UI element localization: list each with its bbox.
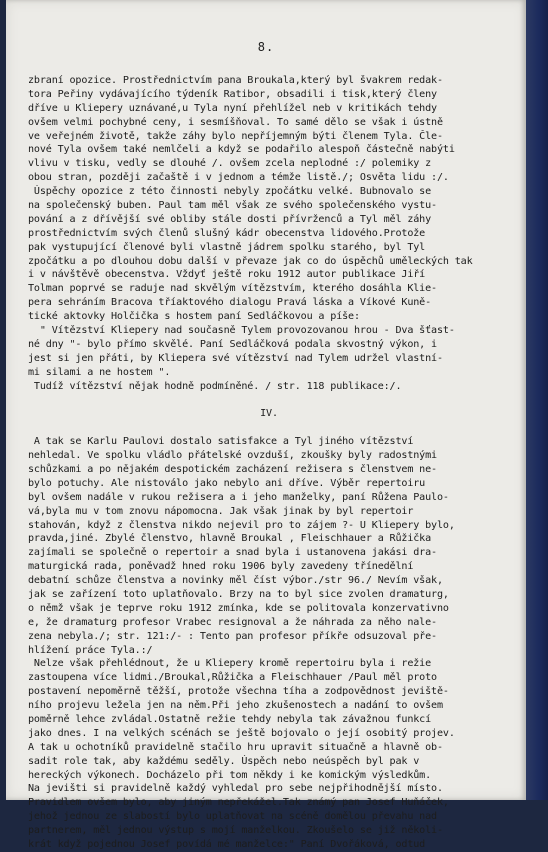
- text-line: Nelze však přehlédnout, že u Kliepery kromě repertoiru byla i režie: [28, 658, 432, 670]
- body-text: [28, 74, 510, 852]
- text-line: A tak u ochotníků pravidelně stačilo hru upravit situačně a hlavně ob-: [28, 741, 443, 753]
- text-line: jehož jednou ze slabostí bylo uplatňovat na scéně domělou převahu nad: [28, 811, 437, 823]
- text-line: vá,byla mu v tom znovu nápomocna. Jak však jinak by byl repertoir: [28, 505, 414, 517]
- text-line: o němž však je teprve roku 1912 zmínka, kde se politovala konzervativno: [28, 602, 449, 614]
- text-line: A tak se Karlu Paulovi dostalo satisfakce a Tyl jiného vítězství: [28, 436, 414, 448]
- text-block-before: [28, 74, 510, 393]
- text-line: ovšem velmi pochybné ceny, i sesmíšňoval. To samé dělo se však i ústně: [28, 116, 443, 128]
- text-line: obou stran, později začaště i v jednom a témže listě./; Osvěta lidu :/.: [28, 172, 449, 184]
- text-line: maturgická rada, poněvadž hned roku 1906 byly zavedeny třínedělní: [28, 561, 414, 573]
- text-line: debatní schůze členstva a novinky měl číst výbor./str 96./ Nevím však,: [28, 575, 443, 587]
- background-edge: [526, 0, 548, 800]
- text-line: hereckých výkonech. Docházelo při tom někdy i ke komickým výsledkům.: [28, 769, 432, 781]
- text-line: nové Tyla ovšem také nemlčeli a když se podařilo alespoň částečně nabýti: [28, 144, 455, 156]
- page-number: 8.: [257, 40, 275, 54]
- text-line: ního projevu ležela jen na něm.Při jeho zkušenostech a nadání to ovšem: [28, 700, 443, 712]
- text-line: prostřednictvím svých členů slušný kádr obecenstva lidového.Protože: [28, 227, 426, 239]
- text-line: schůzkami a po nějakém despotickém zacházení režisera s členstvem ne-: [28, 463, 437, 475]
- text-line: krát když pojednou Josef povídá mé manželce:" Paní Dvořáková, odtud: [28, 838, 426, 850]
- text-line: poměrně lehce zvládal.Ostatně režie tehdy nebyla tak závažnou funkcí: [28, 713, 432, 725]
- text-line: jak se zařízení toto uplatňovalo. Brzy na to byl sice zvolen dramaturg,: [28, 588, 449, 600]
- text-line: hlížení práce Tyla.:/: [28, 644, 153, 656]
- spacer: [28, 421, 510, 435]
- text-line: Úspěchy opozice z této činnosti nebyly zpočátku velké. Bubnovalo se: [28, 186, 432, 198]
- text-block-after: [28, 435, 510, 852]
- text-line: bylo potuchy. Ale nistoválo jako nebylo ani dříve. Výběr repertoiru: [28, 477, 426, 489]
- text-line: pak vystupující členové byli vlastně jádrem spolku starého, byl Tyl: [28, 241, 426, 253]
- text-line: e, že dramaturg profesor Vrabec resignoval a že náhrada za něho nale-: [28, 616, 437, 628]
- text-line: ve veřejném životě, takže záhy bylo nepříjemným býti členem Tyla. Čle-: [28, 130, 443, 142]
- text-line: Na jevišti si pravidelně každý vyhledal pro sebe nejpřihodnější místo.: [28, 783, 443, 795]
- text-line: tora Peřiny vydávajícího týdeník Ratibor, obsadili i tisk,který členy: [28, 88, 437, 100]
- text-line: zpočátku a po dlouhou dobu další v převaze jak co do úspěchů uměleckých tak: [28, 255, 473, 267]
- text-line: tické aktovky Holčička s hostem paní Sedláčkovou a píše:: [28, 311, 360, 323]
- text-line: dříve u Kliepery uznávané,u Tyla nyní přehlížel neb v kritikách tehdy: [28, 102, 437, 114]
- text-line: nehledal. Ve spolku vládlo přátelské ovzduší, zkoušky byly radostnými: [28, 450, 437, 462]
- text-line: jako dnes. I na velkých scénách se ještě bojovalo o její osobitý projev.: [28, 727, 455, 739]
- text-line: jest si jen přáti, by Kliepera své vítězství nad Tylem udržel vlastní-: [28, 352, 443, 364]
- text-line: Tolman poprvé se raduje nad skvělým vítězstvím, kterého dosáhla Klie-: [28, 283, 437, 295]
- text-line: pování a z dřívější své obliby stále dosti přívrženců a Tyl měl záhy: [28, 213, 432, 225]
- text-line: stahován, když z členstva nikdo nejevil pro to zájem ?- U Kliepery bylo,: [28, 519, 455, 531]
- text-line: i v návštěvě obecenstva. Vždyť ještě roku 1912 autor publikace Jiří: [28, 269, 426, 281]
- text-line: pera sehráním Bracova tříaktového dialogu Pravá láska a Víkové Kuně-: [28, 297, 432, 309]
- text-line: byl ovšem nadále v rukou režisera a i jeho manželky, paní Růžena Paulo-: [28, 491, 449, 503]
- text-line: zastoupena více lidmi./Broukal,Růžička a Fleischhauer /Paul měl proto: [28, 672, 437, 684]
- text-line: na společenský buben. Paul tam měl však ze svého společenského vystu-: [28, 200, 437, 212]
- text-line: Pravidlem ovšem bylo, aby jiným nepřekážel.Tak známý pan Josef Huňáček,: [28, 797, 449, 809]
- text-line: né dny "- bylo přímo skvělé. Paní Sedláčková podala skvostný výkon, i: [28, 338, 437, 350]
- spacer: [28, 393, 510, 407]
- text-line: zbraní opozice. Prostřednictvím pana Broukala,který byl švakrem redak-: [28, 75, 443, 86]
- text-line: mi silami a ne hostem ".: [28, 366, 171, 378]
- text-line: " Vítězství Kliepery nad současně Tylem provozovanou hrou - Dva šťast-: [28, 325, 455, 337]
- text-line: vlivu v tisku, vedly se dlouhé /. ovšem zcela neplodné :/ polemiky z: [28, 158, 432, 170]
- text-line: sadit role tak, aby každému seděly. Úspěch nebo neúspěch byl pak v: [28, 755, 420, 767]
- text-line: pravda,jiné. Zbylé členstvo, hlavně Broukal , Fleischhauer a Růžička: [28, 533, 432, 545]
- section-heading: IV.: [260, 408, 278, 420]
- text-line: postavení nepoměrně těžší, protože všechna tíha a zodpovědnost jeviště-: [28, 686, 449, 698]
- text-line: zena nebyla./; str. 121:/- : Tento pan profesor příkře odsuzoval pře-: [28, 630, 437, 642]
- text-line: Tudíž vítězství nějak hodně podmíněné. / str. 118 publikace:/.: [28, 380, 402, 392]
- text-line: partnerem, měl jednou výstup s mojí manželkou. Zkoušelo se již několi-: [28, 825, 443, 837]
- text-line: zajímali se společně o repertoir a snad byla i ustanovena jakási dra-: [28, 547, 437, 559]
- document-page: [6, 0, 526, 850]
